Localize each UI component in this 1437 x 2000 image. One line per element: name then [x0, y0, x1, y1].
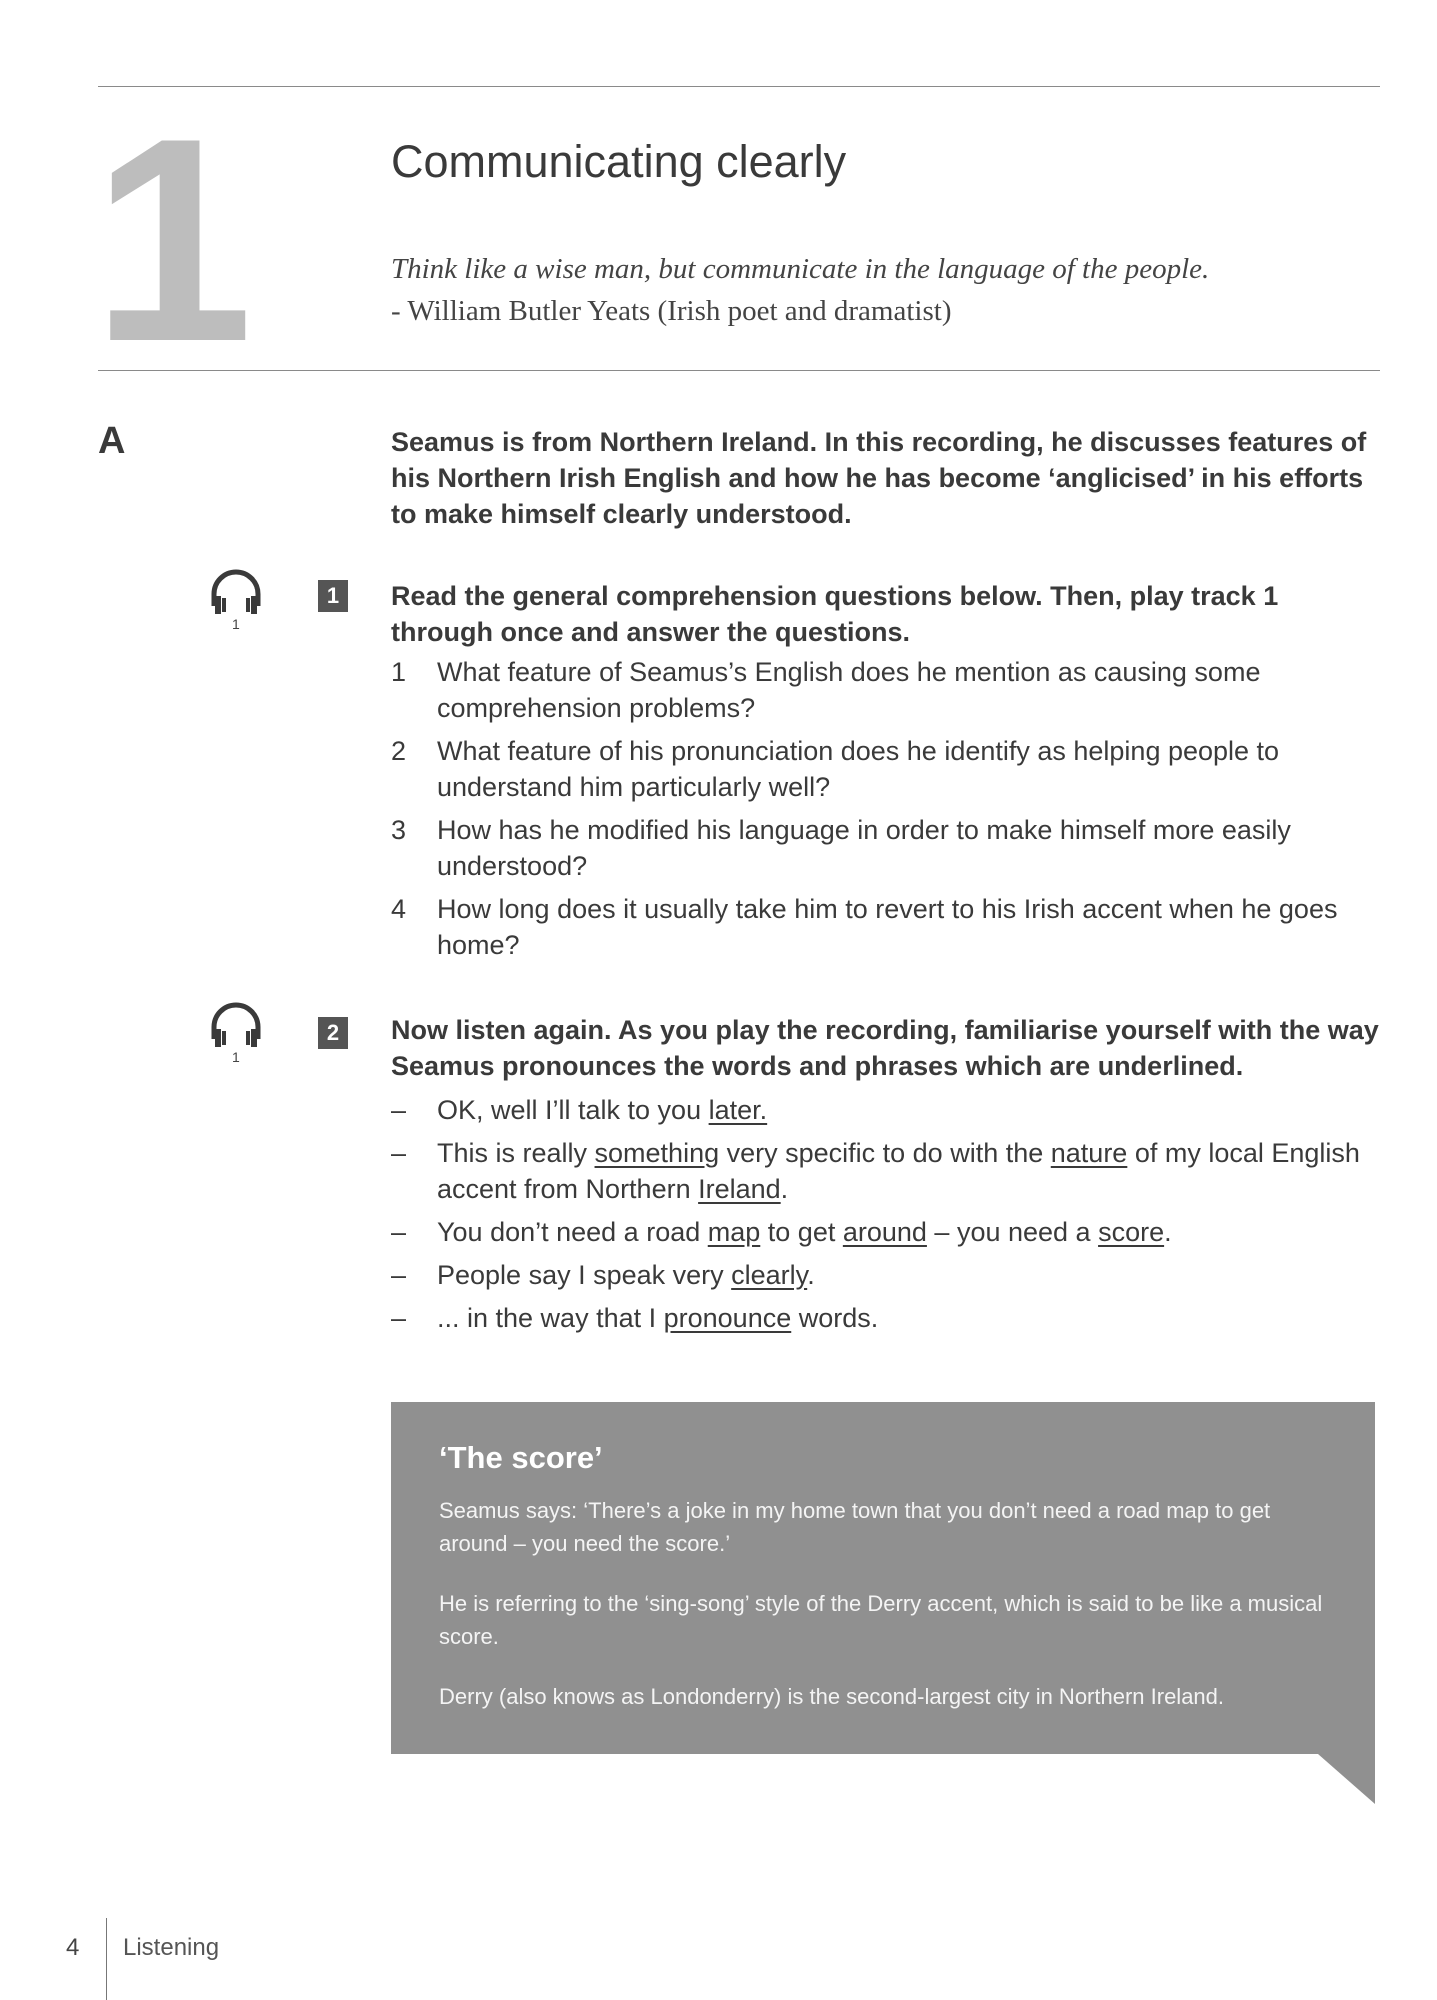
- question-text: How has he modified his language in order to make himself more easily understood?: [437, 815, 1291, 881]
- underlined-word: score: [1098, 1217, 1165, 1247]
- phrase-text: to get: [760, 1217, 843, 1247]
- question-number: 4: [391, 894, 407, 924]
- underlined-word: around: [842, 1217, 927, 1247]
- question-item: [391, 733, 1381, 805]
- underlined-word: pronounce: [663, 1303, 792, 1333]
- task-instruction: Read the general comprehension questions below. Then, play track 1 through once and answer the questions.: [391, 581, 1279, 647]
- info-callout-box: [391, 1402, 1375, 1754]
- underlined-word: map: [707, 1217, 761, 1247]
- callout-paragraph: He is referring to the ‘sing-song’ style of the Derry accent, which is said to be like a musical score.: [439, 1591, 1323, 1649]
- underlined-word: clearly: [731, 1260, 808, 1290]
- dash-marker: –: [391, 1138, 407, 1168]
- dash-marker: –: [391, 1217, 407, 1247]
- question-item: [391, 654, 1381, 726]
- phrase-text: ... in the way that I: [437, 1303, 664, 1333]
- headphones-audio-icon: [206, 1001, 266, 1075]
- question-item: [391, 891, 1381, 963]
- question-item: [391, 812, 1381, 884]
- phrase-list: [391, 1092, 1381, 1343]
- phrase-item: [391, 1135, 1381, 1207]
- question-number: 3: [391, 815, 407, 845]
- phrase-text: .: [1164, 1217, 1172, 1247]
- phrase-text: OK, well I’ll talk to you: [437, 1095, 709, 1125]
- top-rule: [98, 86, 1380, 87]
- dash-marker: –: [391, 1260, 407, 1290]
- question-list: [391, 654, 1381, 970]
- chapter-title: Communicating clearly: [391, 136, 847, 187]
- phrase-text: This is really: [437, 1138, 595, 1168]
- phrase-text: – you need a: [926, 1217, 1099, 1247]
- question-text: What feature of Seamus’s English does he mention as causing some comprehension problems?: [437, 657, 1261, 723]
- callout-title: ‘The score’: [439, 1440, 603, 1475]
- phrase-text: .: [780, 1174, 789, 1204]
- question-text: How long does it usually take him to revert to his Irish accent when he goes home?: [437, 894, 1338, 960]
- underlined-word: nature: [1050, 1138, 1128, 1168]
- phrase-item: [391, 1214, 1381, 1250]
- headphones-icon: [206, 1001, 266, 1051]
- phrase-text: of my local English accent from Northern: [437, 1138, 1360, 1204]
- phrase-text: .: [807, 1260, 815, 1290]
- callout-paragraph: Derry (also knows as Londonderry) is the second-largest city in Northern Ireland.: [439, 1684, 1225, 1709]
- chapter-number: 1: [92, 78, 246, 402]
- section-rule: [98, 370, 1380, 371]
- task-instruction: Now listen again. As you play the recording, familiarise yourself with the way Seamus pronounces the words and phrases which are underlined.: [391, 1015, 1379, 1081]
- underlined-word: something: [594, 1138, 720, 1168]
- phrase-text: words.: [791, 1303, 879, 1333]
- callout-body: [439, 1494, 1329, 1740]
- track-number: 1: [232, 1049, 240, 1065]
- dash-marker: –: [391, 1095, 407, 1125]
- task-number-badge: 1: [318, 580, 348, 612]
- phrase-text: very specific to do with the: [719, 1138, 1051, 1168]
- underlined-word: Ireland: [698, 1174, 781, 1204]
- phrase-item: [391, 1092, 1381, 1128]
- phrase-item: [391, 1257, 1381, 1293]
- question-text: What feature of his pronunciation does he identify as helping people to understand him particularly well?: [437, 736, 1280, 802]
- phrase-text: You don’t need a road: [437, 1217, 708, 1247]
- callout-tail: [1318, 1754, 1375, 1804]
- page-number: 4: [66, 1934, 80, 1961]
- question-number: 2: [391, 736, 407, 766]
- phrase-text: People say I speak very: [437, 1260, 732, 1290]
- footer-divider: [106, 1918, 107, 2000]
- quote-text: Think like a wise man, but communicate in the language of the people.: [391, 253, 1210, 285]
- headphones-audio-icon: [206, 568, 266, 642]
- underlined-word: later.: [708, 1095, 768, 1125]
- track-number: 1: [232, 616, 240, 632]
- dash-marker: –: [391, 1303, 407, 1333]
- section-intro: Seamus is from Northern Ireland. In this recording, he discusses features of his Northern Irish English and how he has become ‘anglicised’ in his efforts to make himself clearly understood.: [391, 427, 1367, 529]
- section-letter: A: [98, 420, 126, 462]
- question-number: 1: [391, 657, 407, 687]
- quote-author: - William Butler Yeats (Irish poet and dramatist): [391, 295, 952, 327]
- phrase-item: [391, 1300, 1381, 1336]
- callout-paragraph: Seamus says: ‘There’s a joke in my home town that you don’t need a road map to get around – you need the score.’: [439, 1498, 1271, 1556]
- headphones-icon: [206, 568, 266, 618]
- task-number-badge: 2: [318, 1017, 348, 1049]
- footer-section-label: Listening: [123, 1934, 220, 1961]
- epigraph: [391, 248, 1209, 332]
